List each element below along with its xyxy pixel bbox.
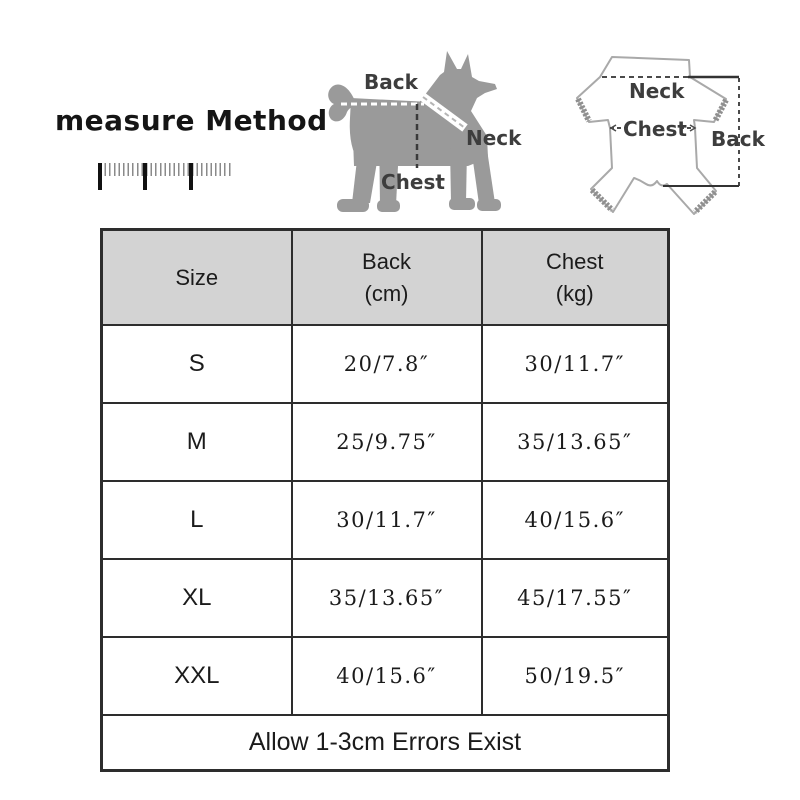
ruler-small-ticks [100, 163, 232, 176]
garment-chest-label: Chest [623, 117, 687, 141]
back-cell: 35/13.65″ [292, 559, 482, 637]
size-cell: L [102, 481, 292, 559]
table-footer-row [102, 715, 669, 771]
size-cell: S [102, 325, 292, 403]
col-header-back-label: Back [362, 248, 411, 274]
ruler-tall-tick [98, 163, 102, 190]
back-cell: 40/15.6″ [292, 637, 482, 715]
col-header-chest [482, 230, 669, 326]
col-header-size: Size [102, 230, 292, 326]
ruler-tall-tick [189, 163, 193, 190]
table-row [102, 559, 669, 637]
chest-cell: 45/17.55″ [482, 559, 669, 637]
dog-back-label: Back [364, 70, 418, 94]
col-header-back [292, 230, 482, 326]
size-cell: XL [102, 559, 292, 637]
table-header-row [102, 230, 669, 326]
table-row [102, 481, 669, 559]
garment-neck-label: Neck [629, 79, 685, 103]
chest-cell: 30/11.7″ [482, 325, 669, 403]
size-cell: M [102, 403, 292, 481]
ruler-tall-tick [143, 163, 147, 190]
ruler-icon [98, 163, 236, 193]
page-title: measure Method [55, 104, 328, 137]
back-cell: 25/9.75″ [292, 403, 482, 481]
chest-cell: 40/15.6″ [482, 481, 669, 559]
table-row [102, 403, 669, 481]
back-cell: 30/11.7″ [292, 481, 482, 559]
col-header-chest-unit: (kg) [555, 280, 594, 306]
chest-cell: 35/13.65″ [482, 403, 669, 481]
garment-back-label: Back [711, 127, 765, 151]
dog-chest-label: Chest [381, 170, 445, 194]
footer-note: Allow 1-3cm Errors Exist [102, 715, 669, 771]
col-header-chest-label: Chest [546, 248, 604, 274]
size-cell: XXL [102, 637, 292, 715]
table-row [102, 325, 669, 403]
table-row [102, 637, 669, 715]
size-table [100, 228, 670, 772]
chest-cell: 50/19.5″ [482, 637, 669, 715]
col-header-back-unit: (cm) [364, 280, 409, 306]
dog-neck-label: Neck [466, 126, 522, 150]
back-cell: 20/7.8″ [292, 325, 482, 403]
